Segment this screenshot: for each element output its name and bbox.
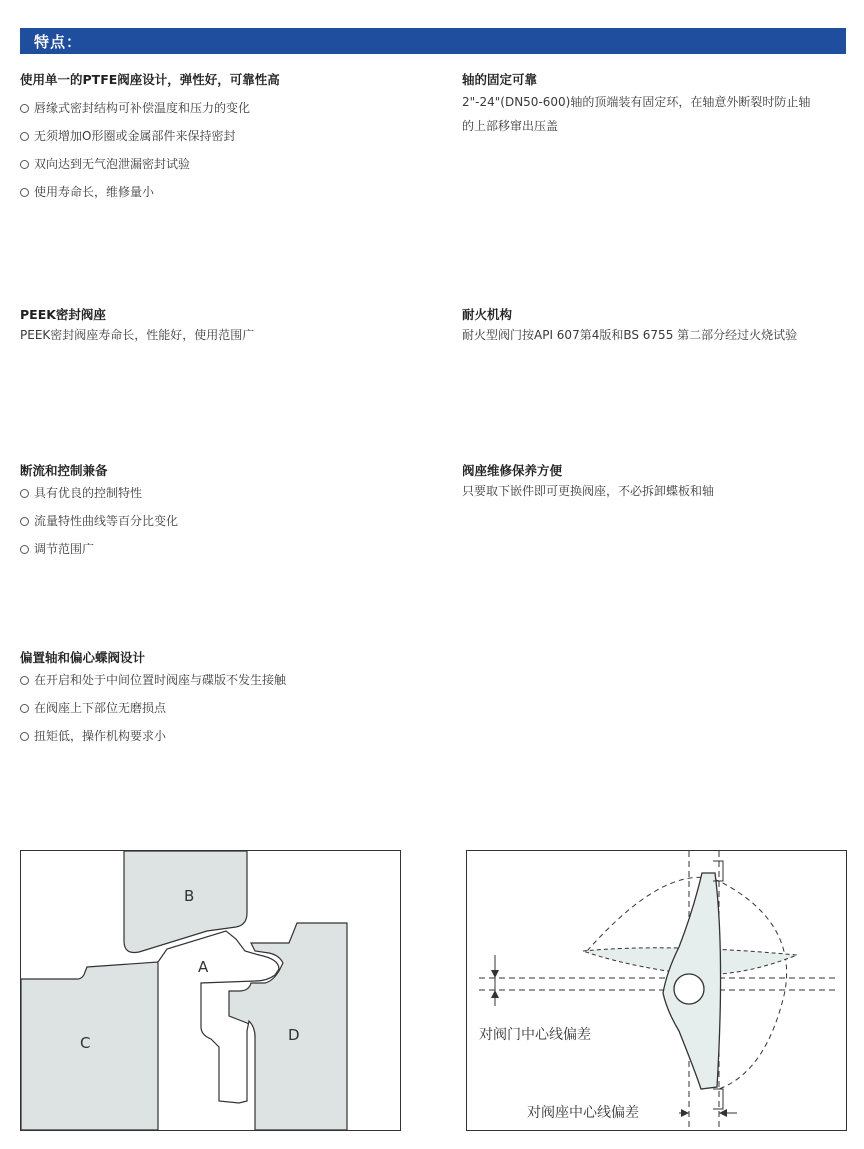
list-item: 无须增加O形圈或金属部件来保持密封 xyxy=(20,122,420,150)
section-header-bar xyxy=(20,28,846,54)
feature-text: 耐火型阀门按API 607第4版和BS 6755 第二部分经过火烧试验 xyxy=(462,328,798,342)
feature-list xyxy=(20,666,420,750)
label-b: B xyxy=(184,887,195,905)
list-item: 使用寿命长，维修量小 xyxy=(20,178,420,206)
feature-fire-safe xyxy=(462,305,862,347)
feature-title: 偏置轴和偏心蝶阀设计 xyxy=(20,650,146,665)
eccentric-disc-diagram xyxy=(466,850,847,1131)
feature-text: 2"-24"(DN50-600)轴的顶端装有固定环，在轴意外断裂时防止轴 xyxy=(462,95,811,109)
feature-shutoff-control xyxy=(20,461,420,563)
seat-section-diagram xyxy=(20,850,401,1131)
feature-seat-maintenance xyxy=(462,461,862,503)
arrow-head-icon xyxy=(719,1109,727,1117)
feature-offset-shaft xyxy=(20,648,420,750)
list-item: 唇缘式密封结构可补偿温度和压力的变化 xyxy=(20,94,420,122)
feature-text: PEEK密封阀座寿命长，性能好，使用范围广 xyxy=(20,328,255,342)
feature-shaft-fixing xyxy=(462,70,862,138)
feature-list xyxy=(20,479,420,563)
seat-ring-bottom xyxy=(713,1089,723,1109)
list-item: 流量特性曲线等百分比变化 xyxy=(20,507,420,535)
feature-title: PEEK密封阀座 xyxy=(20,307,106,322)
feature-title: 使用单一的PTFE阀座设计，弹性好，可靠性高 xyxy=(20,72,280,87)
feature-list xyxy=(20,94,420,206)
arrow-head-icon xyxy=(491,970,499,978)
label-c: C xyxy=(80,1034,91,1052)
feature-text: 的上部移窜出压盖 xyxy=(462,119,559,133)
label-a: A xyxy=(198,958,209,976)
arrow-head-icon xyxy=(681,1109,689,1117)
feature-title: 轴的固定可靠 xyxy=(462,72,538,87)
list-item: 调节范围广 xyxy=(20,535,420,563)
list-item: 在阀座上下部位无磨损点 xyxy=(20,694,420,722)
list-item: 具有优良的控制特性 xyxy=(20,479,420,507)
feature-title: 断流和控制兼备 xyxy=(20,463,108,478)
feature-ptfe-seat xyxy=(20,70,420,206)
feature-peek-seat xyxy=(20,305,420,347)
feature-title: 阀座维修保养方便 xyxy=(462,463,563,478)
list-item: 双向达到无气泡泄漏密封试验 xyxy=(20,150,420,178)
feature-title: 耐火机构 xyxy=(462,307,513,322)
label-d: D xyxy=(288,1026,300,1044)
list-item: 扭矩低，操作机构要求小 xyxy=(20,722,420,750)
shaft-circle xyxy=(674,974,704,1004)
section-header-title: 特点： xyxy=(34,33,83,51)
feature-text: 只要取下嵌件即可更换阀座，不必拆卸蝶板和轴 xyxy=(462,484,715,498)
arrow-head-icon xyxy=(491,990,499,998)
list-item: 在开启和处于中间位置时阀座与碟版不发生接触 xyxy=(20,666,420,694)
caption-seat-offset: 对阀座中心线偏差 xyxy=(527,1105,639,1121)
caption-valve-offset: 对阀门中心线偏差 xyxy=(479,1027,591,1043)
